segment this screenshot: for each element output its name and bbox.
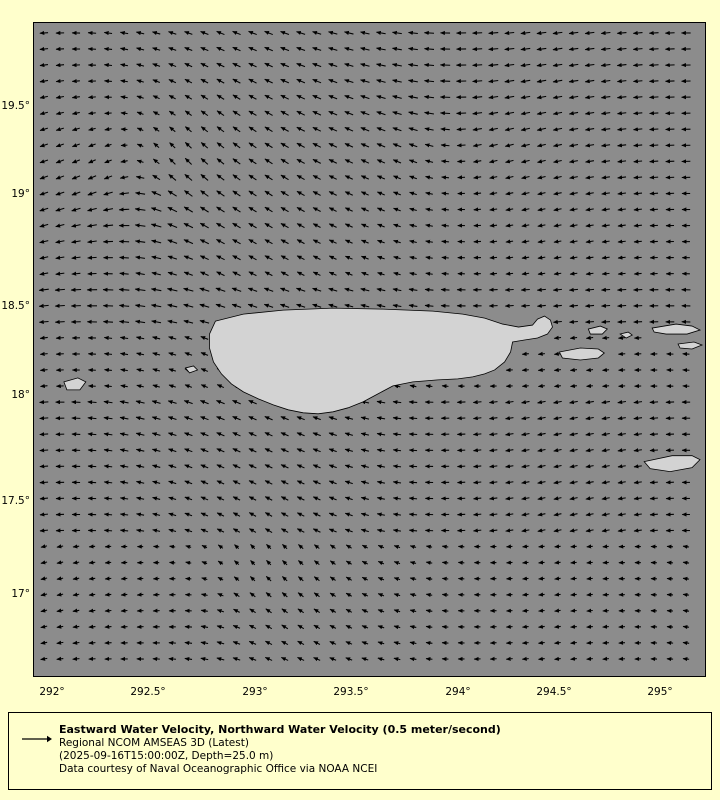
- x-tick-label: 292.5°: [130, 686, 166, 698]
- x-tick-label: 292°: [39, 686, 65, 698]
- vector-arrow-icon: [21, 733, 53, 745]
- legend-title: Eastward Water Velocity, Northward Water Velocity (0.5 meter/second): [59, 723, 501, 736]
- legend-courtesy-line: Data courtesy of Naval Oceanographic Office via NOAA NCEI: [59, 763, 378, 775]
- landmass-shapes: [34, 23, 705, 676]
- y-tick-label: 18°: [11, 389, 30, 401]
- legend-text-block: [59, 723, 699, 776]
- x-tick-label: 295°: [647, 686, 673, 698]
- y-tick-label: 17°: [11, 588, 30, 600]
- legend-source-line: Regional NCOM AMSEAS 3D (Latest): [59, 737, 249, 749]
- y-tick-label: 17.5°: [1, 495, 30, 507]
- y-tick-label: 19.5°: [1, 100, 30, 112]
- x-tick-label: 294°: [445, 686, 471, 698]
- x-tick-label: 293.5°: [333, 686, 369, 698]
- x-tick-label: 294.5°: [536, 686, 572, 698]
- y-tick-label: 19°: [11, 188, 30, 200]
- legend-time-depth-line: (2025-09-16T15:00:00Z, Depth=25.0 m): [59, 750, 274, 762]
- x-tick-label: 293°: [242, 686, 268, 698]
- legend-panel: [8, 712, 712, 790]
- y-tick-label: 18.5°: [1, 300, 30, 312]
- map-plot-area[interactable]: [33, 22, 706, 677]
